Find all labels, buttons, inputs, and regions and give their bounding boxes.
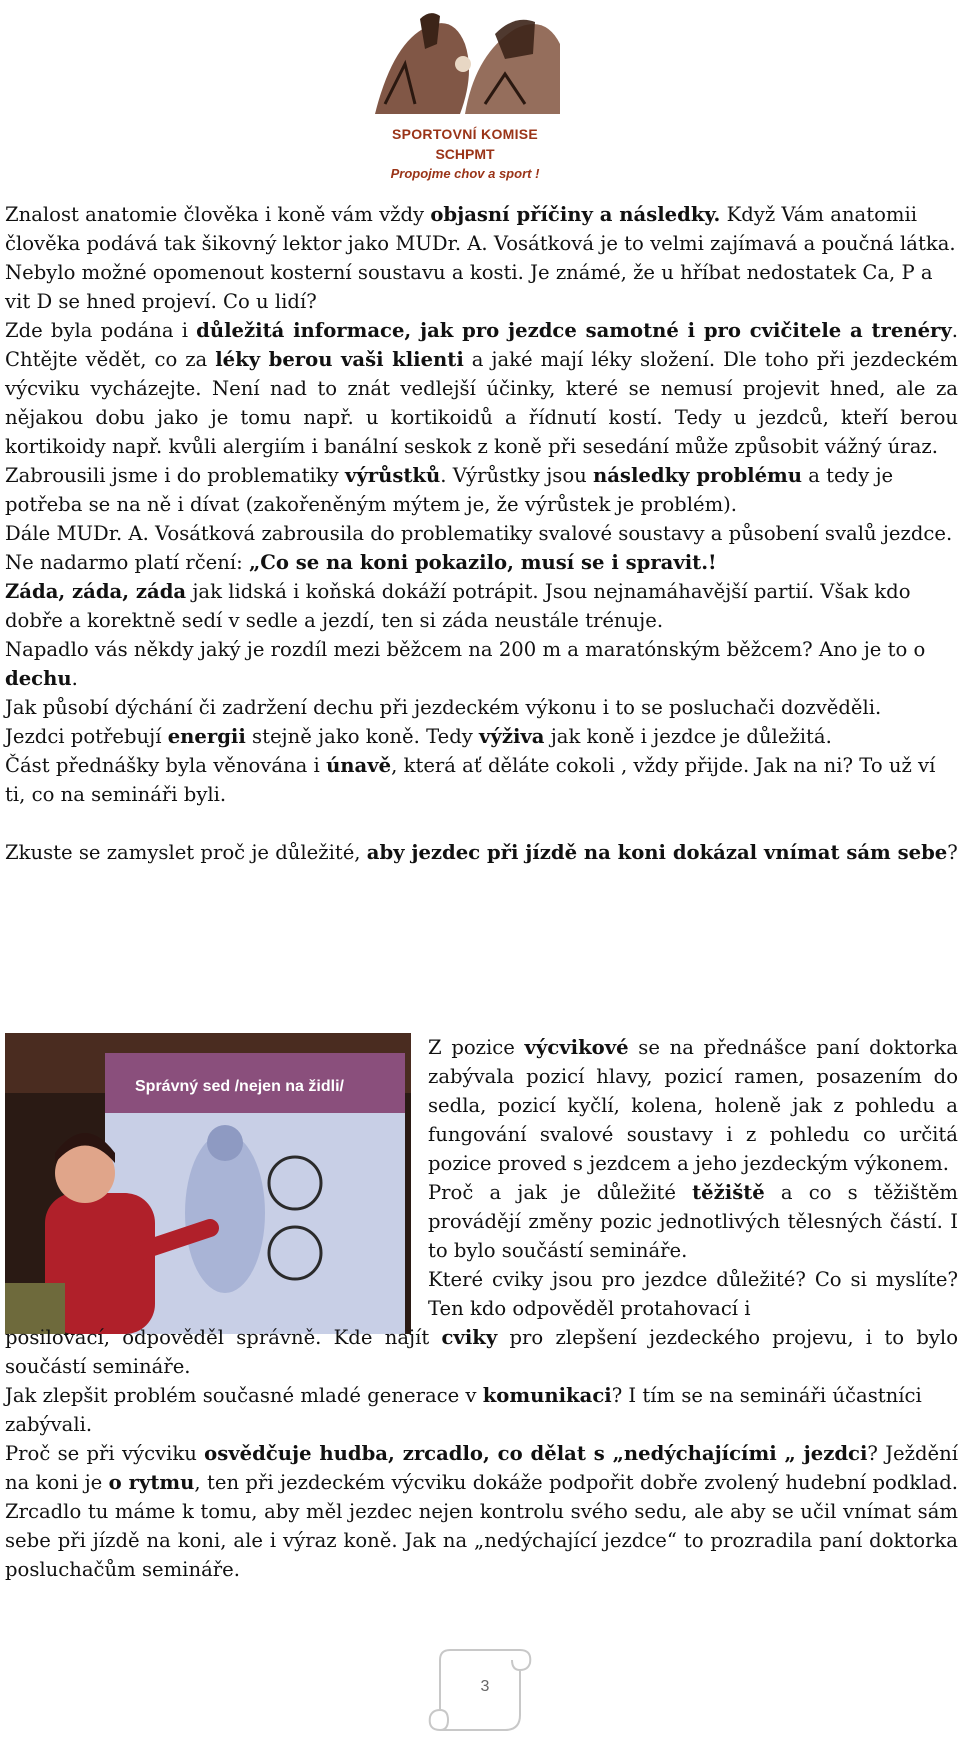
paragraph: Proč a jak je důležité těžiště a co s těžištěm provádějí změny pozic jednotlivých tělesných částí. I to bylo součástí semináře. [428,1181,958,1262]
paragraph: Část přednášky byla věnována i únavě, která ať děláte cokoli , vždy přijde. Jak na ni? To už ví ti, co na semináři byli. [5,754,936,806]
paragraph: Jak zlepšit problém současné mladé generace v komunikaci? I tím se na semináři účastníci zabývali. [5,1384,922,1436]
paragraph: Které cviky jsou pro jezdce důležité? Co si myslíte? Ten kdo odpověděl protahovací i [428,1268,958,1320]
paragraph: posilovací, odpověděl správně. Kde najít cviky pro zlepšení jezdeckého projevu, i to bylo součástí semináře. [5,1326,958,1378]
logo-line-2: SCHPMT [435,146,495,162]
article-body [5,200,958,867]
paragraph: Ne nadarmo platí rčení: „Co se na koni pokazilo, musí se i spravit.! [5,551,717,574]
paragraph: Záda, záda, záda jak lidská i koňská dokáží potrápit. Jsou nejnamáhavější partií. Však kdo dobře a korektně sedí v sedle a jezdí, ten si záda neustále trénuje. [5,580,911,632]
slide-title: Správný sed /nejen na židli/ [135,1078,344,1095]
paragraph: Napadlo vás někdy jaký je rozdíl mezi běžcem na 200 m a maratónským běžcem? Ano je to o dechu. [5,638,926,690]
paragraph: Jezdci potřebují energii stejně jako koně. Tedy výživa jak koně i jezdce je důležitá. [5,725,832,748]
logo-line-3: Propojme chov a sport ! [390,166,540,181]
horses-logo-image [365,4,565,124]
logo [360,4,570,184]
paragraph: Dále MUDr. A. Vosátková zabrousila do problematiky svalové soustavy a působení svalů jezdce. [5,522,953,545]
page-number: 3 [480,1678,490,1695]
paragraph: Jak působí dýchání či zadržení dechu při jezdeckém výkonu i to se posluchači dozvěděli. [5,696,882,719]
paragraph: Z pozice výcvikové se na přednášce paní doktorka zabývala pozicí hlavy, pozicí ramen, posazením do sedla, pozicí kyčlí, kolena, holeně jak z pohledu a fungování svalové soustavy i z pohledu co určitá pozice proved s jezdcem a jeho jezdeckým výkonem. [428,1036,958,1175]
seminar-photo [5,1033,411,1334]
paragraph: Zde byla podána i důležitá informace, jak pro jezdce samotné i pro cvičitele a trenéry. Chtějte vědět, co za léky berou vaši klienti a jaké mají léky složení. Dle toho při jezdeckém výcviku vycházejte. Není nad to znát vedlejší účinky, které se nemusí projevit hned, ale za nějakou dobu jako je tomu např. u kortikoidů a řídnutí kostí. Tedy u jezdců, kteří berou kortikoidy např. kvůli alergiím i banální seskok z koně při sesedání může způsobit vážný úraz. [5,319,958,458]
logo-line-1: SPORTOVNÍ KOMISE [391,126,539,142]
side-column [428,1033,958,1323]
paragraph: Proč se při výcviku osvědčuje hudba, zrcadlo, co dělat s „nedýchajícími „ jezdci? Ježdění na koni je o rytmu, ten při jezdeckém výcviku dokáže podpořit dobře zvolený hudební podklad. Zrcadlo tu máme k tomu, aby měl jezdec nejen kontrolu svého sedu, ale aby se učil vnímat sám sebe při jízdě na koni, ale i výraz koně. Jak na „nedýchající jezdce“ to prozradila paní doktorka posluchačům semináře. [5,1442,958,1581]
article-body-end [5,1323,958,1584]
paragraph: Zkuste se zamyslet proč je důležité, aby jezdec při jízdě na koni dokázal vnímat sám sebe? [5,841,958,864]
paragraph: Nebylo možné opomenout kosterní soustavu a kosti. Je známé, že u hříbat nedostatek Ca, P a vit D se hned projeví. Co u lidí? [5,261,933,313]
paragraph: Znalost anatomie člověka i koně vám vždy objasní příčiny a následky. Když Vám anatomii člověka podává tak šikovný lektor jako MUDr. A. Vosátková je to velmi zajímavá a poučná látka. [5,203,956,255]
paragraph: Zabrousili jsme i do problematiky výrůstků. Výrůstky jsou následky problému a tedy je potřeba se na ně i dívat (zakořeněným mýtem je, že výrůstek je problém). [5,464,894,516]
